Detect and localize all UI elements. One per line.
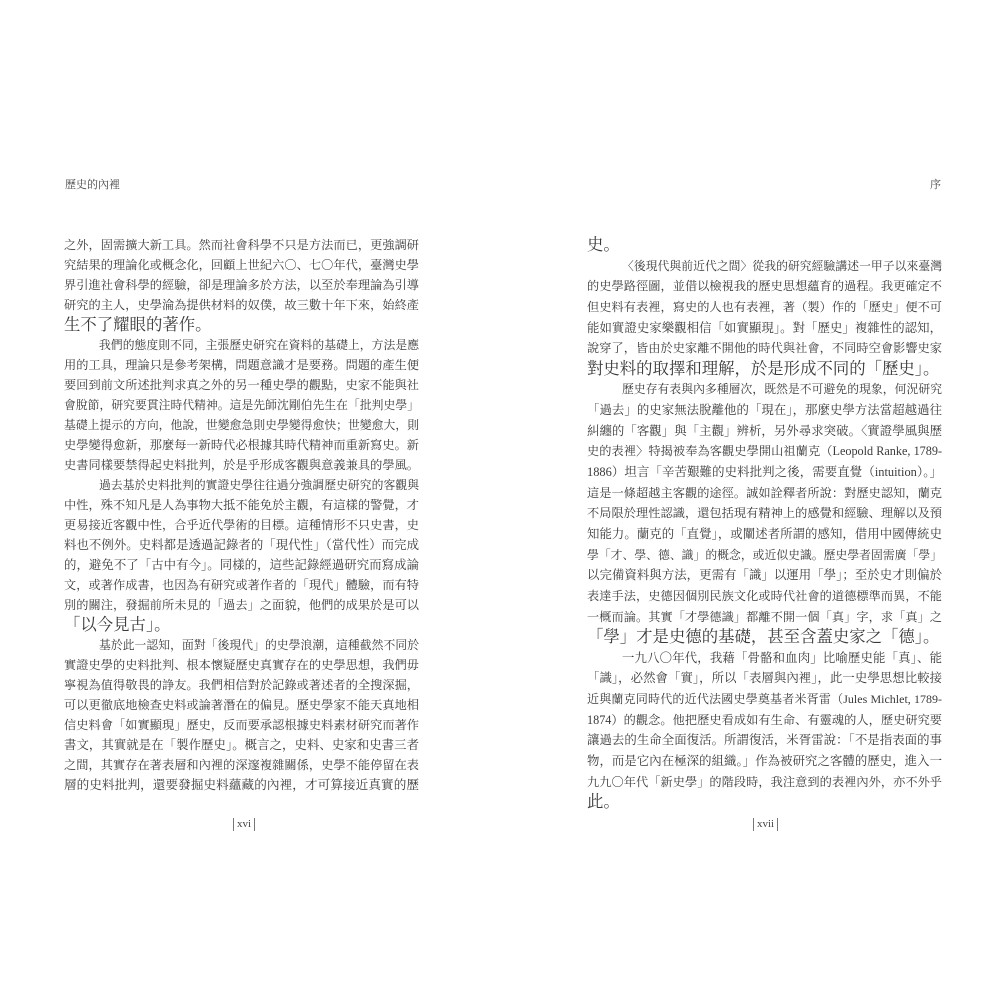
text-line: 史學變得愈新，那麼每一新時代必根據其時代精神而重新寫史。新 <box>64 438 419 452</box>
text-line: 研究的主人，史學淪為提供材料的奴僕，故三數十年下來，始終產 <box>64 298 419 312</box>
text-line: 讓過去的生命全面復活。所謂復活，米胥雷說：「不是指表面的事 <box>587 733 942 748</box>
text-line: 別的關注，發掘前所未見的「過去」之面貌，他們的成果於是可以 <box>64 598 419 612</box>
text-line: 「學」才是史德的基礎，甚至含蓋史家之「德」。 <box>587 627 940 647</box>
text-line: 物，而是它內在極深的組織。」作為被研究之客體的歷史，進入一 <box>587 754 942 769</box>
text-line: 「過去」的史家無法脫離他的「現在」，那麼史學方法當超越過往 <box>587 403 942 418</box>
text-line: 中性，殊不知凡是人為事物大抵不能免於主觀，有這樣的警覺，才 <box>64 498 419 512</box>
text-line: 要回到前文所述批判求真之外的另一種史學的觀點，史家不能與社 <box>64 378 419 392</box>
text-line: 說穿了，皆由於史家離不開他的時代與社會，不同時空會影響史家 <box>587 341 942 356</box>
text-line: 對史料的取擇和理解，於是形成不同的「歷史」。 <box>587 358 940 378</box>
text-line: 近與蘭克同時代的近代法國史學奠基者米胥雷（Jules Michlet, 1789- <box>587 692 942 707</box>
text-line: 層的史料批判，還要發掘史料蘊藏的內裡，才可算接近真實的歷 <box>64 778 419 792</box>
text-line: 基礎上提示的方向，他說，世變愈急則史學變得愈快；世變愈大，則 <box>64 418 419 432</box>
text-line: 史書同樣要禁得起史料批判，於是乎形成客觀與意義兼具的學風。 <box>64 458 419 472</box>
text-line: 書文，其實就是在「製作歷史」。概言之，史料、史家和史書三者 <box>64 738 419 752</box>
text-line: 但史料有表裡，寫史的人也有表裡，著（製）作的「歷史」便不可 <box>587 299 942 314</box>
text-line: 史的表裡〉特揭被奉為客觀史學開山祖蘭克（Leopold Ranke, 1789- <box>587 444 942 459</box>
text-line: 用的工具，理論只是參考架構，問題意識才是要務。問題的產生便 <box>64 358 419 372</box>
text-line: 學「才、學、德、識」的概念，或近似史識。歷史學者固需廣「學」 <box>587 547 942 562</box>
page-number-text: xvi <box>237 818 252 831</box>
text-line: 寧視為值得敬畏的諍友。我們相信對於記錄或著述者的全搜深掘， <box>64 678 419 692</box>
text-line: 基於此一認知，面對「後現代」的史學浪潮，這種截然不同於 <box>99 638 419 652</box>
text-line: 不局限於理性認識，還包括現有精神上的感覺和經驗、理解以及預 <box>587 506 942 521</box>
text-line: 一概而論。其實「才學德識」都離不開一個「真」字，求「真」之 <box>587 609 942 624</box>
text-line: 1874）的觀念。他把歷史看成如有生命、有靈魂的人，歷史研究要 <box>587 712 942 727</box>
text-line: 史。 <box>587 235 620 254</box>
text-line: 糾纏的「客觀」與「主觀」辨析，另外尋求突破。〈實證學風與歷 <box>587 423 942 438</box>
page-number-rule <box>753 818 754 831</box>
text-line: 的史學路徑圖，並借以檢視我的歷史思想蘊育的過程。我更確定不 <box>587 279 942 294</box>
text-line: 界引進社會科學的經驗，卻是理論多於方法，以至於奉理論為引導 <box>64 278 419 292</box>
text-line: 過去基於史料批判的實證史學往往過分強調歷史研究的客觀與 <box>99 478 419 492</box>
page-number-text: xvii <box>757 818 775 831</box>
text-line: 九九〇年代「新史學」的階段時，我注意到的表裡內外，亦不外乎 <box>587 774 942 789</box>
text-line: 信史料會「如實顯現」歷史，反而要承認根據史料素材研究而著作 <box>64 718 419 732</box>
text-line: 歷史存有表與內多種層次，既然是不可避免的現象，何況研究 <box>622 382 942 397</box>
text-line: 以完備資料與方法，更需有「識」以運用「學」；至於史才則偏於 <box>587 568 942 583</box>
left-page-number <box>230 818 258 831</box>
text-line: 一九八〇年代，我藉「骨骼和血肉」比喻歷史能「真」、能 <box>622 650 942 665</box>
text-line: 此。 <box>587 792 620 812</box>
text-line: 之間，其實存在著表層和內裡的深邃複雜關係，史學不能停留在表 <box>64 758 419 772</box>
text-line: 1886）坦言「辛苦艱難的史料批判之後，需要直覺（intuition）。」 <box>587 465 942 480</box>
right-page-number <box>750 818 781 831</box>
text-line: 可以更徹底地檢查史料或論著潛在的偏見。歷史學家不能天真地相 <box>64 698 419 712</box>
page-number-rule <box>777 818 778 831</box>
text-line: 究結果的理論化或概念化，回顧上世紀六〇、七〇年代，臺灣史學 <box>64 258 419 272</box>
text-line: 表達手法，史德因個別民族文化或時代社會的道德標準而異，不能 <box>587 588 942 603</box>
text-line: 生不了耀眼的著作。 <box>64 315 212 334</box>
running-head-book-title: 歷史的內裡 <box>65 179 120 191</box>
text-line: 之外，固需擴大新工具。然而社會科學不只是方法而已，更強調研 <box>64 238 419 252</box>
text-line: 的，避免不了「古中有今」。同樣的，這些記錄經過研究而寫成論 <box>64 558 419 572</box>
text-line: 這是一條超越主客觀的途徑。誠如詮釋者所說：對歷史認知，蘭克 <box>587 485 942 500</box>
page-number-rule <box>254 818 255 831</box>
text-line: 〈後現代與前近代之間〉從我的研究經驗講述一甲子以來臺灣 <box>622 258 942 273</box>
text-line: 能如實證史家樂觀相信「如實顯現」。對「歷史」複雜性的認知， <box>587 320 942 335</box>
text-line: 「識」，必然會「實」，所以「表層與內裡」，此一史學思想比較接 <box>587 671 942 686</box>
text-line: 更易接近客觀中性，合乎近代學術的目標。這種情形不只史書，史 <box>64 518 419 532</box>
text-line: 「以今見古」。 <box>64 615 171 634</box>
left-page-body-text <box>64 235 419 795</box>
text-line: 知能力。蘭克的「直覺」，或闡述者所謂的感知，借用中國傳統史 <box>587 526 942 541</box>
text-line: 我們的態度則不同，主張歷史研究在資料的基礎上，方法是應 <box>99 338 419 352</box>
right-page-body-text <box>587 235 942 813</box>
running-head-chapter-title: 序 <box>930 179 941 191</box>
text-line: 實證史學的史料批判、根本懷疑歷史真實存在的史學思想，我們毋 <box>64 658 419 672</box>
text-line: 文，或著作成書，也因為有研究或著作者的「現代」體驗，而有特 <box>64 578 419 592</box>
text-line: 料也不例外。史料都是透過記錄者的「現代性」（當代性）而完成 <box>64 538 419 552</box>
page-number-rule <box>233 818 234 831</box>
text-line: 會脫節，研究要貫注時代精神。這是先師沈剛伯先生在「批判史學」 <box>64 398 419 412</box>
